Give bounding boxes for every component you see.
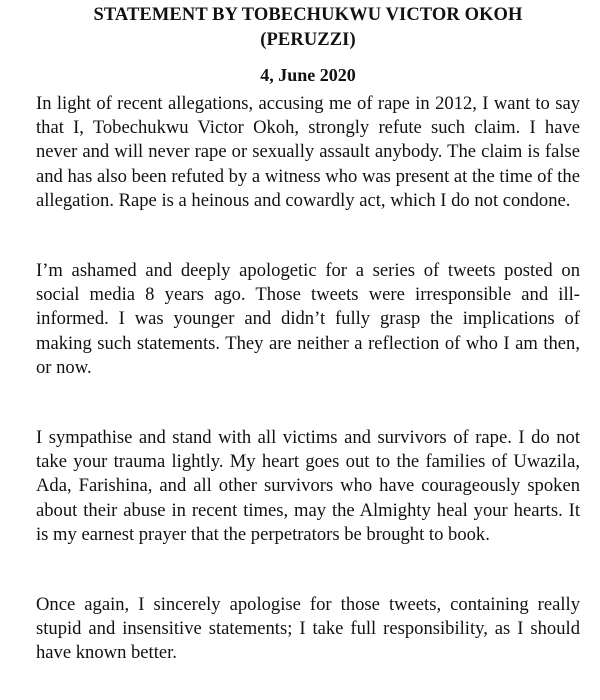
paragraph-apology-tweets: I’m ashamed and deeply apologetic for a series of tweets posted on social media 8 years ago. Those tweets were irresponsible and ill-informed. I was younger and didn’t fully grasp the implications of making such statements. They are neither a reflection of who I am then, or now.: [36, 260, 580, 378]
title-line-2: (PERUZZI): [260, 30, 356, 50]
statement-date: 4, June 2020: [260, 65, 356, 85]
document-title: [36, 3, 580, 53]
title-line-1: STATEMENT BY TOBECHUKWU VICTOR OKOH: [93, 5, 523, 25]
paragraph-sympathy: I sympathise and stand with all victims and survivors of rape. I do not take your trauma lightly. My heart goes out to the families of Uwazila, Ada, Farishina, and all other survivors who have courageously spoken about their abuse in recent times, may the Almighty heal your hearts. It is my earnest prayer that the perpetrators be brought to book.: [36, 427, 580, 545]
paragraph-denial: In light of recent allegations, accusing me of rape in 2012, I want to say that I, Tobechukwu Victor Okoh, strongly refute such claim. I have never and will never rape or sexually assault anybody. The claim is false and has also been refuted by a witness who was present at the time of the allegation. Rape is a heinous and cowardly act, which I do not condone.: [36, 93, 580, 211]
paragraph-closing: Once again, I sincerely apologise for those tweets, containing really stupid and insensitive statements; I take full responsibility, as I should have known better.: [36, 594, 580, 664]
